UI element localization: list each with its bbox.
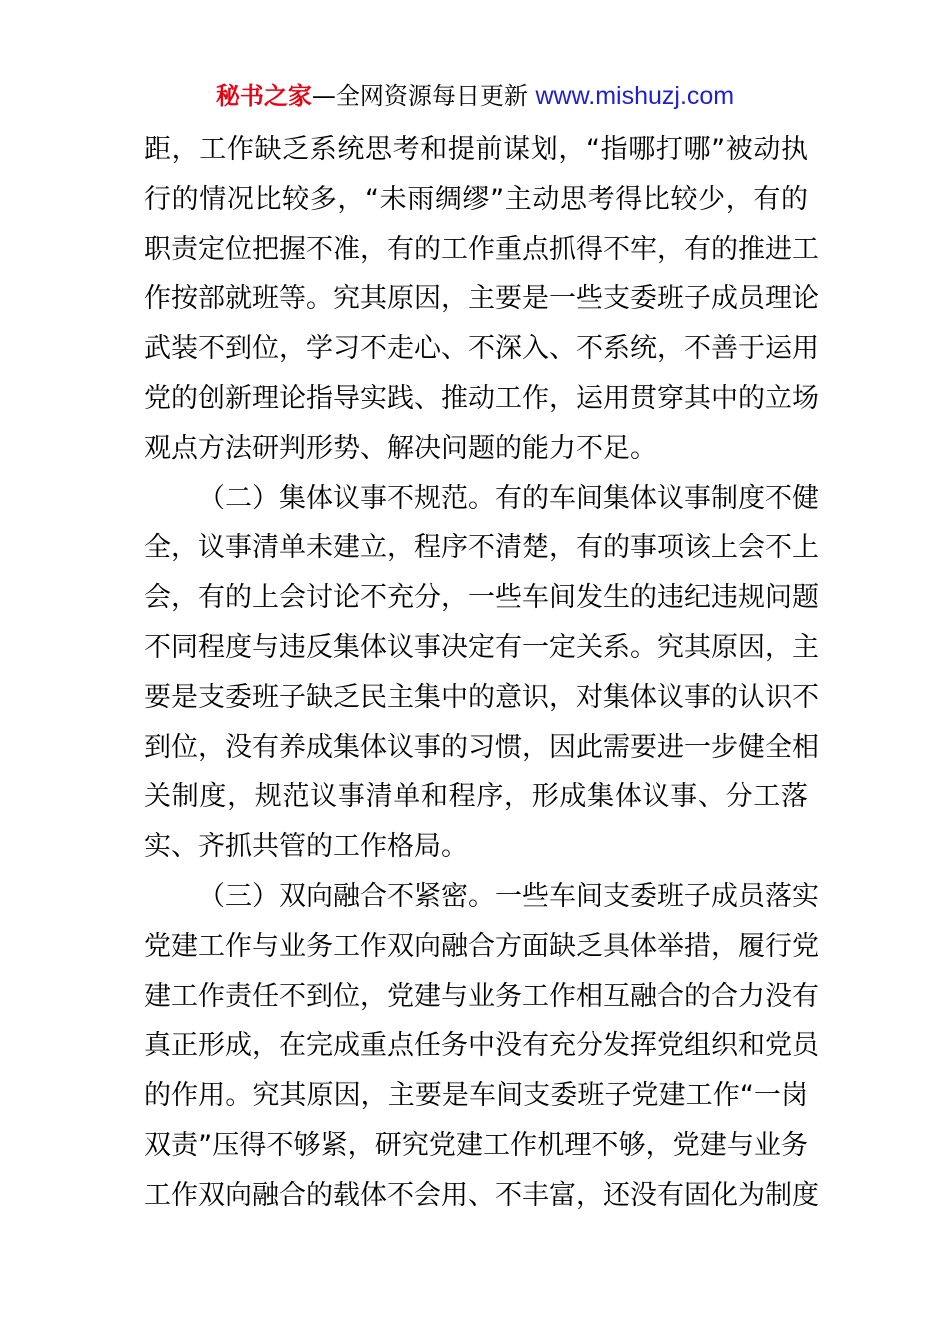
section-heading-line: （二）集体议事不规范。有的车间集体议事制度不健: [198, 482, 819, 514]
brand-name: 秘书之家: [215, 82, 312, 110]
text-line: 要是支委班子缺乏民主集中的意识，对集体议事的认识不: [144, 681, 819, 713]
text-line: 武装不到位，学习不走心、不深入、不系统，不善于运用: [144, 333, 819, 365]
text-line: 不同程度与违反集体议事决定有一定关系。究其原因，主: [144, 631, 819, 663]
text-line: 全，议事清单未建立，程序不清楚，有的事项该上会不上: [144, 532, 819, 564]
text-line: 到位，没有养成集体议事的习惯，因此需要进一步健全相: [144, 731, 819, 763]
page-header: [0, 80, 950, 112]
text-line: 会，有的上会讨论不充分，一些车间发生的违纪违规问题: [144, 582, 819, 614]
section-heading-line: （三）双向融合不紧密。一些车间支委班子成员落实: [198, 880, 819, 912]
text-line: 双责”压得不够紧，研究党建工作机理不够，党建与业务: [144, 1129, 808, 1161]
text-line: 建工作责任不到位，党建与业务工作相互融合的合力没有: [144, 980, 819, 1012]
site-url[interactable]: www.mishuzj.com: [535, 82, 735, 110]
text-line: 工作双向融合的载体不会用、不丰富，还没有固化为制度: [144, 1179, 819, 1211]
paragraph-end-line: 观点方法研判形势、解决问题的能力不足。: [144, 432, 657, 464]
text-line: 党建工作与业务工作双向融合方面缺乏具体举措，履行党: [144, 930, 819, 962]
paragraph-end-line: 实、齐抓共管的工作格局。: [144, 831, 468, 863]
text-line: 距，工作缺乏系统思考和提前谋划，“指哪打哪”被动执: [144, 134, 808, 165]
header-tagline: —全网资源每日更新: [311, 82, 536, 110]
text-line: 党的创新理论指导实践、推动工作，运用贯穿其中的立场: [144, 382, 819, 414]
text-line: 真正形成，在完成重点任务中没有充分发挥党组织和党员: [144, 1030, 819, 1062]
text-line: 职责定位把握不准，有的工作重点抓得不牢，有的推进工: [144, 233, 819, 265]
text-line: 作按部就班等。究其原因，主要是一些支委班子成员理论: [144, 283, 819, 315]
document-body: [144, 125, 819, 1221]
text-line: 的作用。究其原因，主要是车间支委班子党建工作“一岗: [144, 1080, 808, 1112]
text-line: 关制度，规范议事清单和程序，形成集体议事、分工落: [144, 781, 808, 813]
text-line: 行的情况比较多，“未雨绸缪”主动思考得比较少，有的: [144, 183, 808, 215]
